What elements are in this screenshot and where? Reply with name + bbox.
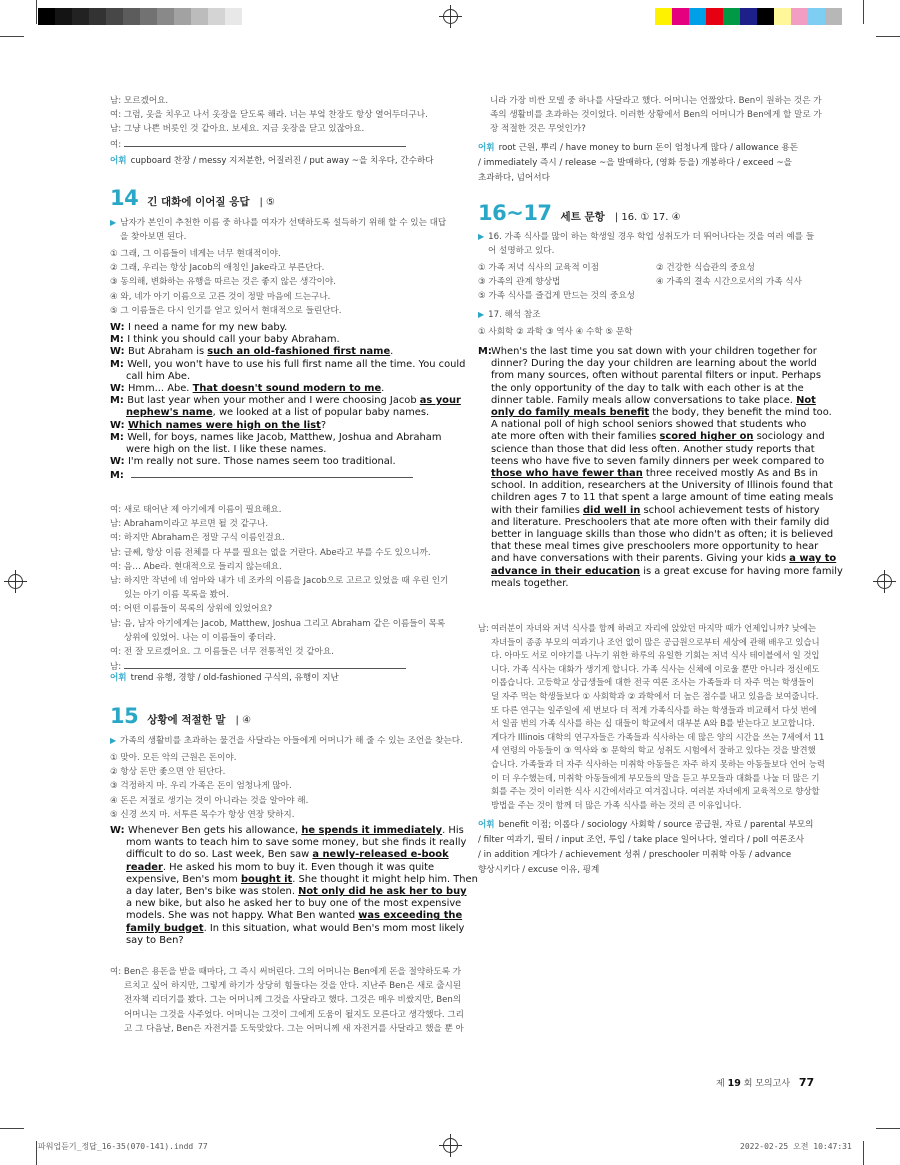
section-16-17-script (478, 346, 843, 590)
translation-line: 게다가 Illinois 대학의 연구자들은 가족들과 식사하는 데 많은 양의 시간을 쓰는 7세에서 11 (491, 731, 825, 742)
script-line: teens who have five to seven family dinners per week compared to (491, 455, 825, 467)
script-line: and have conversations with their parents. Giving your kids a way to (491, 553, 837, 565)
choice: ① 그래, 그 이름들이 네게는 너무 현대적이야. (110, 249, 281, 259)
triangle-bullet-icon: ▶ (110, 736, 117, 745)
translation-line: 덜 자주 먹는 학생들보다 ① 사회학과 ② 과학에서 더 높은 점수를 내고 있음을 보여줍니다. (491, 690, 819, 701)
section-15-script (110, 825, 478, 947)
script-line: W: Which names were high on the list? (110, 419, 327, 431)
triangle-bullet-icon: ▶ (110, 218, 117, 227)
triangle-bullet-icon: ▶ (478, 310, 485, 319)
question-type: 세트 문항 (560, 211, 605, 223)
translation-line: 또 다른 연구는 일주일에 세 번보다 더 적게 가족식사를 하는 학생들과 비교해서 다섯 번에 (491, 704, 817, 715)
test-number: 19 (727, 1078, 741, 1089)
vocab-box: 어휘 root 근원, 뿌리 / have money to burn 돈이 엄청나게 많다 / allowance 용돈 / immediately 즉시 / release ~을 발매하다, (영화 등을) 개봉하다 / exceed ~을 초과하다, 넘어서다 (478, 143, 799, 183)
translation-line: 다. 아마도 서로 이야기를 나누기 위한 하루의 유일한 기회는 저녁 식사 테이블에서 일 것입 (491, 650, 820, 661)
key-phrase: nephew's name (126, 407, 213, 419)
section-15-choices (110, 751, 455, 822)
speaker-label: W: (110, 456, 128, 468)
script-line: say to Ben? (126, 934, 184, 946)
script-line: W: But Abraham is such an old-fashioned first name. (110, 346, 394, 358)
triangle-bullet-icon: ▶ (478, 232, 485, 241)
question-number: 15 (110, 704, 139, 728)
section-14-script (110, 322, 466, 483)
script-line: dinner? During the day your children are learning about the world (491, 358, 817, 370)
script-line: expensive, Ben's mom bought it. She thought it might help him. Then (126, 873, 478, 885)
vocab-text: trend 유행, 경향 / old-fashioned 구식의, 유행이 지난 (130, 673, 339, 683)
section-16-17-heading (478, 201, 681, 225)
speaker-label: W: (110, 825, 128, 836)
speaker-label: M: (478, 346, 492, 357)
key-phrase: scored higher on (659, 431, 754, 443)
script-line: When's the last time you sat down with your children together for (491, 346, 817, 357)
vocab-label: 어휘 (110, 673, 127, 683)
script-line: children ages 7 to 11 that spent a large amount of time eating meals (491, 492, 834, 504)
registration-mark-top (443, 9, 458, 24)
page-number: 77 (798, 1076, 815, 1089)
script-line: reader. He asked his mom to buy it. Even though it was quite (126, 861, 435, 873)
script-line (110, 468, 455, 482)
answer: | ⑤ (259, 197, 276, 208)
choice: ⑤ 신경 쓰지 마. 서투른 목수가 항상 연장 탓하지. (110, 809, 295, 820)
translation-line: 니다. 가족 식사는 대화가 생기게 합니다. 가족 식사는 신체에 이로울 뿐만 아니라 정신에도 (491, 663, 820, 674)
section-15-instruction: ▶ 가족의 생활비를 초과하는 물건을 사달라는 아들에게 어머니가 해 줄 수 있는 조언을 찾는다. (110, 736, 463, 746)
script-line: school. In addition, researchers at the University of Illinois found that (491, 480, 833, 492)
choice: ③ 걱정하지 마. 우리 가족은 돈이 엄청나게 많아. (110, 781, 292, 792)
dialog-line: 여: 그럼, 옷을 치우고 나서 옷장을 닫도록 해라. 너는 부엌 찬장도 항상 열어두더구나. (110, 110, 428, 121)
script-line: ate more often with their families scored higher on sociology and (491, 431, 825, 443)
key-phrase: a way to (789, 553, 837, 565)
key-phrase: family budget (126, 922, 204, 934)
registration-mark-bottom (443, 1138, 458, 1153)
section-16-instruction: ▶ 16. 가족 식사를 많이 하는 학생일 경우 학업 성취도가 더 뛰어나다는 것을 여러 예를 들 어 설명하고 있다. (478, 232, 815, 257)
section-15-translation: 여: Ben은 용돈을 받을 때마다, 그 즉시 써버린다. 그의 어머니는 Ben에게 돈을 절약하도록 가 르치고 싶어 하지만, 그렇게 하기가 상당히 힘들다는 것을 안다. 지난주 Ben은 새로 출시된 전자책 리더기를 봤다. 그는 어머니께 그것을 사달라고 했다. 그것은 매우 비쌌지만, Ben의 어머니는 그것을 사주었다. 어머니는 그것이 그에게 도움이 될지도 모른다고 생각했다. 그리 고 그 다음날, Ben은 자전거를 도둑맞았다. 그는 어머니께 새 자전거를 사달라고 했을 뿐 아 (110, 967, 464, 1034)
answer: | 16. ① 17. ④ (614, 212, 681, 223)
section-15-heading (110, 704, 251, 728)
script-line: W: Whenever Ben gets his allowance, he spends it immediately. His (110, 825, 464, 836)
script-line: advance in their education is a great excuse for having more family (491, 565, 843, 577)
section-17-instruction: ▶ 17. 해석 참조 ① 사회학 ② 과학 ③ 역사 ④ 수학 ⑤ 문학 (478, 308, 818, 339)
key-phrase: those who have fewer than (491, 468, 643, 480)
vocab-box (110, 671, 339, 686)
script-line: A national poll of high school seniors showed that students who (491, 419, 807, 431)
vocab-box (110, 154, 455, 169)
script-line: that these meal times give preschoolers more opportunity to hear (491, 541, 819, 553)
key-phrase: as your (419, 395, 461, 407)
dialog-line: 여: (110, 137, 455, 152)
script-line: with their families did well in school achievement tests of history (491, 504, 820, 516)
choice: ④ 돈은 저절로 생기는 것이 아니라는 것을 알아야 해. (110, 795, 309, 806)
registration-mark-right (877, 574, 892, 589)
question-number: 16~17 (478, 201, 552, 225)
section-15-translation-continued: 니라 가장 비싼 모델 중 하나를 사달라고 했다. 어머니는 언짢았다. Ben이 원하는 것은 가 족의 생활비를 초과하는 것이었다. 이러한 상황에서 Ben의 어머니가 Ben에게 할 말로 가 장 적절한 것은 무엇인가? (490, 96, 822, 135)
script-line: science than those that did less often. Another study reports that (491, 443, 815, 455)
script-line: were high on the list. I like these names. (126, 444, 327, 456)
script-line: those who have fewer than three received mostly As and Bs in (491, 468, 818, 480)
choice: ⑤ 그 이름들은 다시 인기를 얻고 있어서 현대적으로 들린단다. (110, 305, 342, 316)
script-line: only do family meals benefit the body, they benefit the mind too. (491, 407, 832, 419)
vocab-label: 어휘 (110, 156, 127, 166)
script-line: the only opportunity of the day to talk with each other is at the (491, 382, 804, 394)
translation-line: 세 연령의 아동들이 ③ 역사와 ⑤ 문학의 학교 성취도 시험에서 잘하고 있다는 것을 발견했 (491, 745, 816, 756)
vocab-box: 어휘 benefit 이점; 이롭다 / sociology 사회학 / source 공급원, 자료 / parental 부모의 / filter 여과기, 필터 / input 조언, 투입 / take place 일어나다, 열리다 / poll 여론조사 / in addition 게다가 / achievement 성취 / preschooler 미취학 아동 / advance 향상시키다 / excuse 이유, 핑계 (478, 820, 814, 875)
script-line: M: But last year when your mother and I were choosing Jacob as your (110, 395, 461, 407)
speaker-label: M: (110, 470, 128, 482)
choice: ① 맞아. 모든 악의 근원은 돈이야. (110, 753, 237, 763)
section-14-heading (110, 186, 275, 210)
print-slug-filename: 파워업듣기_정답_16-35(070-141).indd 77 (38, 1142, 208, 1151)
script-line: a new bike, but also he asked her to buy one of the most expensive (126, 898, 462, 910)
translation-line: 방법을 주는 것이 함께 더 많은 가족 식사를 하는 것의 큰 이유입니다. (491, 799, 742, 810)
vocab-label: 어휘 (478, 143, 495, 153)
key-phrase: such an old-fashioned first name (207, 346, 391, 358)
section-16-17-translation (478, 622, 825, 812)
script-line: call him Abe. (126, 370, 191, 382)
speaker-label: W: (110, 322, 128, 333)
speaker-label: M: (110, 395, 128, 407)
script-line: and literature. Preschoolers that ate more often with their family did (491, 516, 830, 528)
script-line: a day later, Ben's bike was stolen. Not only did he ask her to buy (126, 886, 467, 898)
translation-line: 이롭습니다. 고등학교 상급생들에 대한 전국 여론 조사는 가족들과 더 자주 먹는 학생들이 (491, 677, 815, 688)
script-line: mom wants to teach him to save some money, but she finds it really (126, 837, 467, 849)
section-17-choices: ① 사회학 ② 과학 ③ 역사 ④ 수학 ⑤ 문학 (478, 327, 633, 338)
page-footer: 제 19 회 모의고사 77 (716, 1076, 815, 1089)
key-phrase: That doesn't sound modern to me (192, 383, 382, 395)
vocab-text: cupboard 찬장 / messy 지저분한, 어질러진 / put away ~을 치우다, 간수하다 (130, 156, 434, 166)
key-phrase: did well in (582, 504, 641, 516)
translation-line: 이 더 우수했는데, 미취학 아동들에게 부모들의 말을 듣고 부모들과 대화를 나눌 더 많은 기 (491, 772, 820, 783)
script-line: M: Well, for boys, names like Jacob, Matthew, Joshua and Abraham (110, 431, 442, 443)
translation-line: 서 일곱 번의 가족 식사를 하는 십 대들이 학교에서 대부분 A와 B를 받는다고 보고합니다. (491, 718, 815, 729)
registration-mark-left (8, 574, 23, 589)
key-phrase: was exceeding the (358, 910, 463, 922)
script-line: M: Well, you won't have to use his full first name all the time. You could (110, 358, 466, 370)
script-line: dinner table. Family meals allow conversations to take place. Not (491, 394, 816, 406)
print-slug-date: 2022-02-25 오전 10:47:31 (740, 1142, 852, 1151)
speaker-label: W: (110, 346, 128, 358)
dialog-line: 남: 그냥 나쁜 버릇인 것 같아요. 보세요. 지금 옷장을 닫고 있잖아요. (110, 124, 365, 135)
script-line: W: Hmm... Abe. That doesn't sound modern to me. (110, 383, 385, 395)
script-line: nephew's name, we looked at a list of popular baby names. (126, 407, 430, 419)
key-phrase: Not (796, 394, 816, 406)
speaker-label: M: (110, 431, 128, 443)
question-number: 14 (110, 186, 139, 210)
key-phrase: Not only did he ask her to buy (298, 886, 467, 898)
script-line: models. She was not happy. What Ben wanted was exceeding the (126, 910, 463, 922)
answer: | ④ (235, 715, 252, 726)
key-phrase: he spends it immediately (301, 825, 443, 836)
translation-line: 습니다. 가족들과 더 자주 식사하는 미취학 아동들은 자주 하지 못하는 아동들보다 언어 능력 (491, 758, 825, 769)
speaker-label: 남: (478, 623, 489, 633)
key-phrase: advance in their education (491, 565, 641, 577)
question-type: 상황에 적절한 말 (147, 714, 226, 726)
choice: ③ 동의해, 변화하는 유행을 따르는 것은 좋지 않은 생각이야. (110, 277, 336, 288)
script-line: better in language skills than those who didn't as often; it is believed (491, 529, 834, 541)
key-phrase: reader (126, 861, 163, 873)
key-phrase: a newly-released e-book (312, 849, 449, 861)
key-phrase: only do family meals benefit (491, 407, 650, 419)
choice: ② 항상 돈만 좇으면 안 된단다. (110, 767, 226, 778)
translation-line: 자녀들이 종종 부모의 여과기나 조언 없이 많은 공급원으로부터 세상에 관해 배우고 있습니 (491, 636, 820, 647)
script-line: meals together. (491, 577, 569, 589)
speaker-label: W: (110, 383, 128, 395)
translation-line: 회를 주는 것이 이러한 식사 시간에서라고 여겨집니다. 여러분 자녀에게 교육적으로 향상할 (491, 786, 820, 797)
choice: ④ 와, 네가 아기 이름으로 고른 것이 정말 마음에 드는구나. (110, 291, 331, 302)
key-phrase: Which names were high on the list (127, 419, 321, 431)
speaker-label: M: (110, 358, 128, 370)
key-phrase: bought it (240, 873, 293, 885)
script-line: family budget. In this situation, what would Ben's mom most likely (126, 922, 465, 934)
choice: ② 그래, 우리는 항상 Jacob의 애칭인 Jake라고 부른단다. (110, 263, 325, 274)
section-14-choices (110, 247, 455, 318)
section-14-instruction: ▶ 남자가 본인이 추천한 이름 중 하나를 여자가 선택하도록 설득하기 위해 할 수 있는 대답 을 찾아보면 된다. (110, 218, 447, 243)
translation-line: 여러분이 자녀와 저녁 식사를 함께 하려고 자리에 앉았던 마지막 때가 언제입니까? 낮에는 (491, 623, 816, 633)
top-dialog (110, 94, 455, 152)
script-line: W: I'm really not sure. Those names seem too traditional. (110, 456, 396, 468)
section-16-choices: ① 가족 저녁 식사의 교육적 이점 ② 건강한 식습관의 중요성 ③ 가족의 관계 향상법 ④ 가족의 결속 시간으로서의 가족 식사 ⑤ 가족 식사를 즐겁게 만드는 것의 중요성 (478, 263, 802, 302)
script-line: M: I think you should call your baby Abraham. (110, 334, 340, 346)
question-type: 긴 대화에 이어질 응답 (147, 196, 250, 208)
dialog-line: 남: 모르겠어요. (110, 96, 169, 106)
speaker-label: M: (110, 334, 128, 346)
section-14-translation: 여: 새로 태어난 제 아기에게 이름이 필요해요. 남: Abraham이라고 부르면 될 것 같구나. 여: 하지만 Abraham은 정말 구식 이름인걸요. 남: 글쎄, 항상 이름 전체를 다 부를 필요는 없을 거란다. Abe라고 부를 수도 있으니까. 여: 음… Abe라. 현대적으로 들리지 않는데요. 남: 하지만 작년에 네 엄마와 내가 네 조카의 이름을 Jacob으로 고르고 있었을 때 우린 인기 있는 아기 이름 목록을 봤어. 여: 어떤 이름들이 목록의 상위에 있었어요? 남: 음, 남자 아기에게는 Jacob, Matthew, Joshua 그리고 Abraham 같은 이름들이 목록 상위에 있었어. 나는 이 이름들이 좋더라. 여: 전 잘 모르겠어요. 그 이름들은 너무 전통적인 것 같아요. 남: (110, 505, 449, 673)
script-line: from many sources, often without parental filters or input. Perhaps (491, 370, 821, 382)
script-line: W: I need a name for my new baby. (110, 322, 288, 333)
speaker-label: W: (110, 419, 128, 431)
script-line: difficult to do so. Last week, Ben saw a newly-released e-book (126, 849, 449, 861)
vocab-label: 어휘 (478, 820, 495, 830)
